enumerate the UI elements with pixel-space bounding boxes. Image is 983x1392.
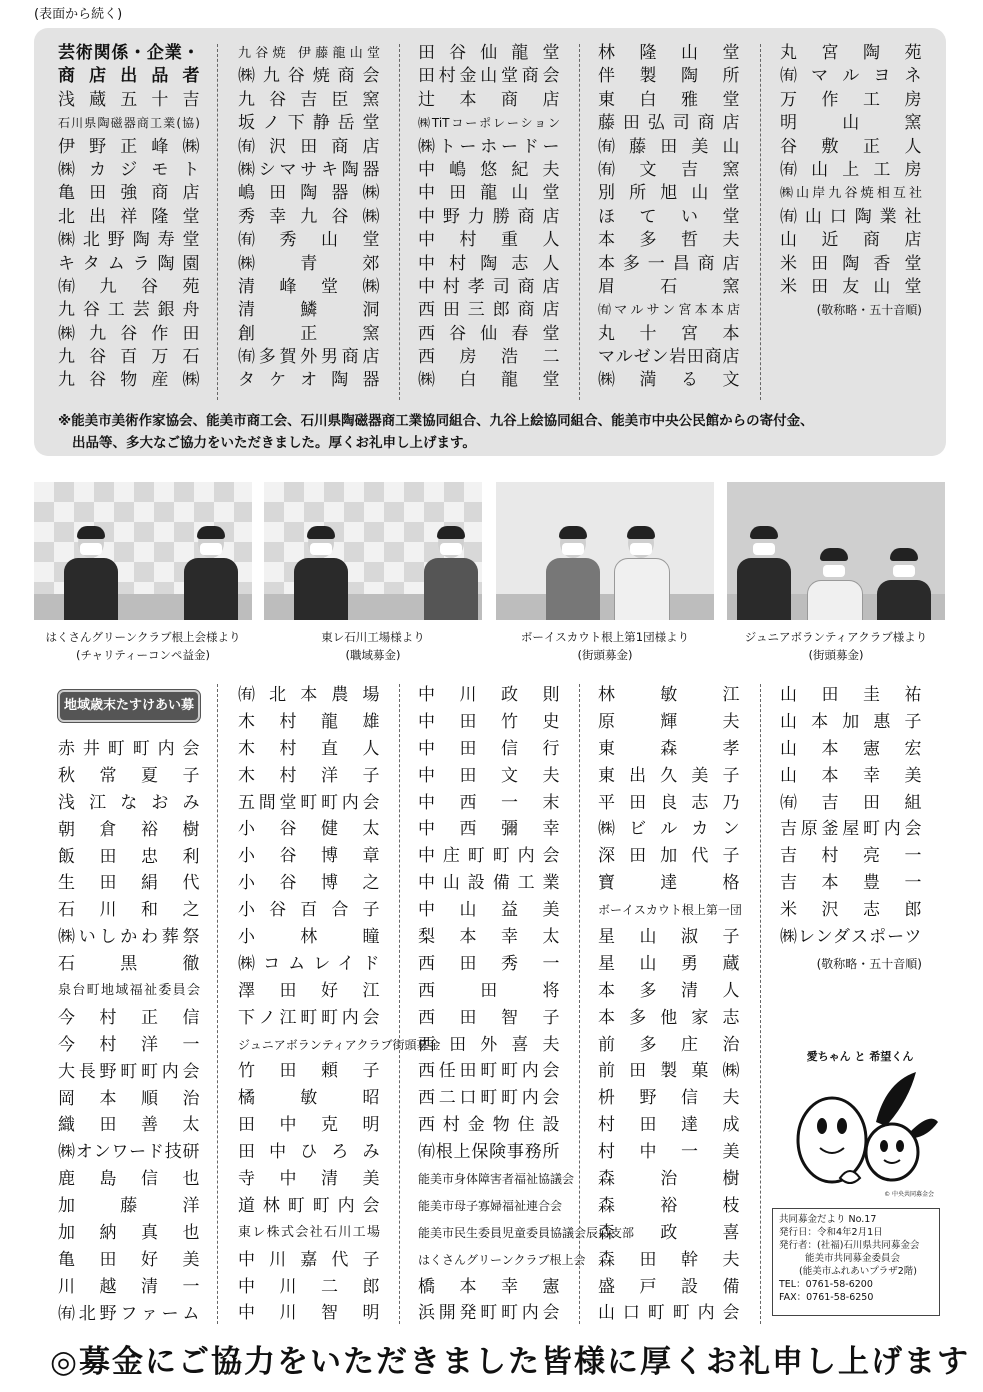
name-entry: 中田文夫 — [418, 765, 560, 786]
name-entry: 九谷焼 伊藤龍山堂 — [238, 46, 380, 61]
name-entry: ㈱北野陶寿堂 — [58, 230, 200, 251]
name-entry: 中庄町町内会 — [418, 846, 560, 867]
name-entry: 森政喜 — [598, 1222, 740, 1243]
name-entry: 星山勇蔵 — [598, 953, 740, 974]
name-entry: 石黒徹 — [58, 954, 200, 975]
bottom-column-4 — [598, 682, 740, 1327]
name-entry: 山本憲宏 — [780, 738, 922, 759]
name-entry: 丸十宮本 — [598, 323, 740, 344]
name-entry: 中嶋悠紀夫 — [418, 159, 560, 180]
name-entry: 中川智明 — [238, 1303, 380, 1324]
name-entry: ㈲山上工房 — [780, 159, 922, 180]
name-entry: 星山淑子 — [598, 927, 740, 948]
name-entry: 深田加代子 — [598, 846, 740, 867]
publication-info: 共同募金だより No.17 発行日：令和4年2月1日 発行者：(社福)石川県共同募金会 能美市共同募金委員会 (能美市ふれあいプラザ2階) TEL：0761-58-6200 FAX：0761-58-6250 — [772, 1208, 940, 1316]
acknowledgement-note — [58, 410, 928, 454]
name-entry: 石川和之 — [58, 900, 200, 921]
name-entry: 吉原釜屋町内会 — [780, 819, 922, 840]
name-entry: 中村孝司商店 — [418, 276, 560, 297]
name-entry: 秀幸九谷㈱ — [238, 206, 380, 227]
name-entry: 竹田頼子 — [238, 1061, 380, 1082]
name-entry: 山本幸美 — [780, 765, 922, 786]
name-entry: 澤田好江 — [238, 980, 380, 1001]
name-entry: 寶達格 — [598, 873, 740, 894]
name-entry: ㈲九谷苑 — [58, 276, 200, 297]
name-entry: ボーイスカウト根上第一団 — [598, 903, 742, 918]
name-entry: ㈱いしかわ葬祭 — [58, 927, 200, 948]
name-entry: 西田外喜夫 — [418, 1034, 560, 1055]
name-entry: 小谷博章 — [238, 846, 380, 867]
name-entry: 朝倉裕樹 — [58, 819, 200, 840]
name-entry: 山口町町内会 — [598, 1303, 740, 1324]
bottom-column-1 — [58, 736, 200, 1328]
top-column-2 — [238, 42, 380, 393]
name-entry: 浅江なおみ — [58, 792, 200, 813]
name-entry: 中村重人 — [418, 230, 560, 251]
divider — [579, 44, 580, 400]
name-entry: ㈱白龍堂 — [418, 370, 560, 391]
name-entry: マルゼン岩田商店 — [598, 347, 740, 368]
name-entry: ㈱満る文 — [598, 370, 740, 391]
name-entry: 浅蔵五十吉 — [58, 89, 200, 110]
name-entry: ㈱TiTコーポレーション — [418, 116, 560, 131]
name-entry: ㈲秀山堂 — [238, 230, 380, 251]
name-entry: 嶋田陶器㈱ — [238, 183, 380, 204]
name-entry: ㈱青郊 — [238, 253, 380, 274]
name-entry: 米沢志郎 — [780, 900, 922, 921]
photo-hakusan-green-club — [34, 482, 252, 620]
continuation-note: (表面から続く) — [34, 7, 123, 22]
divider — [579, 684, 580, 1324]
name-entry: 亀田強商店 — [58, 183, 200, 204]
name-entry: 下ノ江町町内会 — [238, 1007, 380, 1028]
name-entry: 織田善太 — [58, 1115, 200, 1136]
name-entry: ㈲マルヨネ — [780, 66, 922, 87]
name-entry: 中野力勝商店 — [418, 206, 560, 227]
top-column-3 — [418, 42, 560, 393]
divider — [217, 684, 218, 1324]
name-entry: 森田幹夫 — [598, 1249, 740, 1270]
name-entry: 伊野正峰㈱ — [58, 136, 200, 157]
name-entry: キタムラ陶園 — [58, 253, 200, 274]
name-entry: 明山窯 — [780, 113, 922, 134]
name-entry: 中田信行 — [418, 738, 560, 759]
name-entry: 木村洋子 — [238, 765, 380, 786]
name-entry: 本多清人 — [598, 980, 740, 1001]
name-entry: ㈱シマサキ陶器 — [238, 159, 380, 180]
name-entry: 鹿島信也 — [58, 1169, 200, 1190]
name-entry: 大長野町町内会 — [58, 1061, 200, 1082]
name-entry: 亀田好美 — [58, 1249, 200, 1270]
photo-caption-1: はくさんグリーンクラブ根上会様より (チャリティーコンペ益金) — [45, 630, 241, 662]
name-entry: 木村龍雄 — [238, 711, 380, 732]
name-entry: 林敏江 — [598, 685, 740, 705]
name-entry: 能美市身体障害者福祉協議会 — [418, 1172, 575, 1187]
name-entry: 九谷工芸銀舟 — [58, 300, 200, 321]
name-entry: 西田将 — [418, 980, 560, 1001]
name-entry: 山近商店 — [780, 230, 922, 251]
name-entry: ほてい堂 — [598, 206, 740, 227]
name-entry: 加納真也 — [58, 1223, 200, 1244]
name-entry: ㈱カジモト — [58, 159, 200, 180]
photo-boy-scout — [496, 482, 714, 620]
note-line-2: 出品等、多大なご協力をいただきました。厚くお礼申し上げます。 — [72, 435, 476, 451]
name-entry: 中西一末 — [418, 792, 560, 813]
top-column-5 — [780, 42, 922, 323]
name-entry: 橋本幸憲 — [418, 1276, 560, 1297]
name-entry: 中山設備工業 — [418, 873, 560, 894]
name-entry: (敬称略・五十音順) — [816, 956, 922, 971]
divider — [399, 44, 400, 400]
photo-toray-ishikawa — [264, 482, 482, 620]
name-entry: 寺中清美 — [238, 1169, 380, 1190]
name-entry: 東白雅堂 — [598, 89, 740, 110]
divider — [760, 684, 761, 1324]
bottom-column-2 — [238, 682, 441, 1327]
name-entry: 森裕枝 — [598, 1195, 740, 1216]
name-entry: ㈲北本農場 — [238, 685, 380, 705]
name-entry: 小林瞳 — [238, 927, 380, 948]
name-entry: 米田陶香堂 — [780, 253, 922, 274]
name-entry: 村田達成 — [598, 1115, 740, 1136]
name-entry: 吉村亮一 — [780, 846, 922, 867]
name-entry: 山本加惠子 — [780, 711, 922, 732]
name-entry: 商店出品者 — [58, 66, 200, 87]
divider — [760, 44, 761, 400]
name-entry: 平田良志乃 — [598, 792, 740, 813]
name-entry: 小谷博之 — [238, 873, 380, 894]
bottom-column-3 — [418, 682, 635, 1327]
section-badge: 地域歳末たすけあい募金 — [58, 690, 200, 722]
name-entry: ㈲文吉窯 — [598, 159, 740, 180]
name-entry: 九谷百万石 — [58, 347, 200, 368]
name-entry: 米田友山堂 — [780, 276, 922, 297]
name-entry: ㈲北野ファーム — [58, 1303, 200, 1324]
name-entry: 別所旭山堂 — [598, 183, 740, 204]
name-entry: 清鱗洞 — [238, 300, 380, 321]
name-entry: ㈲藤田美山 — [598, 136, 740, 157]
name-entry: ㈱九谷焼商会 — [238, 66, 380, 87]
name-entry: 梨本幸太 — [418, 927, 560, 948]
name-entry: 前多庄治 — [598, 1034, 740, 1055]
name-entry: ㈱九谷作田 — [58, 323, 200, 344]
name-entry: 伴製陶所 — [598, 66, 740, 87]
name-entry: 道林町町内会 — [238, 1195, 380, 1216]
name-entry: ㈱コムレイド — [238, 953, 380, 974]
photo-caption-4: ジュニアボランティアクラブ様より (街頭募金) — [744, 630, 928, 662]
name-entry: 秋常夏子 — [58, 765, 200, 786]
name-entry: 川越清一 — [58, 1276, 200, 1297]
name-entry: 吉本豊一 — [780, 873, 922, 894]
mascot-drawing — [780, 1062, 940, 1192]
name-entry: 中田竹史 — [418, 711, 560, 732]
name-entry: 前田製菓㈱ — [598, 1061, 740, 1082]
name-entry: タケオ陶器 — [238, 370, 380, 391]
name-entry: 谷敷正人 — [780, 136, 922, 157]
name-entry: 今村洋一 — [58, 1034, 200, 1055]
name-entry: 石川県陶磁器商工業(協) — [58, 116, 200, 131]
name-entry: 創正窯 — [238, 323, 380, 344]
name-entry: 浜開発町町内会 — [418, 1303, 560, 1324]
name-entry: 西村金物住設 — [418, 1115, 560, 1136]
name-entry: 清峰堂㈱ — [238, 276, 380, 297]
bottom-column-5 — [780, 682, 922, 978]
name-entry: 橘敏昭 — [238, 1088, 380, 1109]
name-entry: 中川嘉代子 — [238, 1249, 380, 1270]
name-entry: ㈱山岸九谷焼相互社 — [780, 186, 922, 202]
name-entry: ㈲根上保険事務所 — [418, 1142, 560, 1163]
name-entry: 藤田弘司商店 — [598, 113, 740, 134]
name-entry: 芸術関係・企業・ — [58, 43, 200, 63]
name-entry: 西谷仙春堂 — [418, 323, 560, 344]
divider — [399, 684, 400, 1324]
name-entry: はくさんグリーンクラブ根上会 — [418, 1252, 586, 1267]
name-entry: (敬称略・五十音順) — [816, 303, 922, 318]
note-line-1: ※能美市美術作家協会、能美市商工会、石川県陶磁器商工業協同組合、九谷上絵協同組合、能美市中央公民館からの寄付金、 — [58, 413, 814, 429]
name-entry: 五間堂町町内会 — [238, 792, 380, 813]
top-column-4 — [598, 42, 740, 393]
name-entry: ㈲吉田組 — [780, 792, 922, 813]
name-entry: 小谷健太 — [238, 819, 380, 840]
name-entry: 本多他家志 — [598, 1007, 740, 1028]
name-entry: 西二口町町内会 — [418, 1088, 560, 1109]
name-entry: 西田智子 — [418, 1007, 560, 1028]
name-entry: 中西彌幸 — [418, 819, 560, 840]
name-entry: 東レ株式会社石川工場 — [238, 1224, 380, 1240]
name-entry: 西田三郎商店 — [418, 300, 560, 321]
name-entry: 中川二郎 — [238, 1276, 380, 1297]
closing-message: ◎募金にご協力をいただきました皆様に厚くお礼申し上げます — [50, 1344, 971, 1380]
name-entry: 田中ひろみ — [238, 1142, 380, 1163]
name-entry: 田村金山堂商会 — [418, 66, 560, 87]
name-entry: 本多一昌商店 — [598, 253, 740, 274]
mascot-title: 愛ちゃん と 希望くん — [806, 1050, 914, 1063]
top-column-1 — [58, 42, 200, 393]
name-entry: 中山益美 — [418, 900, 560, 921]
name-entry: 北出祥隆堂 — [58, 206, 200, 227]
name-entry: ㈱ビルカン — [598, 819, 740, 840]
divider — [217, 44, 218, 400]
name-entry: 木村直人 — [238, 738, 380, 759]
name-entry: ㈱トーホードー — [418, 136, 560, 157]
name-entry: 原輝夫 — [598, 711, 740, 732]
name-entry: 西房浩二 — [418, 347, 560, 368]
name-entry: ㈲山口陶業社 — [780, 206, 922, 227]
name-entry: 今村正信 — [58, 1007, 200, 1028]
mascot-illustration — [780, 1048, 940, 1198]
name-entry: 枡野信夫 — [598, 1088, 740, 1109]
name-entry: 西田秀一 — [418, 953, 560, 974]
name-entry: 田中克明 — [238, 1115, 380, 1136]
name-entry: ㈲沢田商店 — [238, 136, 380, 157]
name-entry: 東森孝 — [598, 738, 740, 759]
name-entry: 九谷物産㈱ — [58, 370, 200, 391]
name-entry: 中川政則 — [418, 685, 560, 705]
name-entry: ㈲マルサン宮本本店 — [598, 303, 740, 319]
name-entry: 中田龍山堂 — [418, 183, 560, 204]
name-entry: 能美市民生委員児童委員協議会辰口支部 — [418, 1225, 635, 1240]
name-entry: 山田圭祐 — [780, 685, 922, 705]
name-entry: 坂ノ下静岳堂 — [238, 113, 380, 134]
name-entry: 眉石窯 — [598, 276, 740, 297]
photo-junior-volunteer — [727, 482, 945, 620]
photo-caption-2: 東レ石川工場様より (職域募金) — [321, 630, 425, 662]
mascot-copyright: © 中央共同募金会 — [884, 1191, 934, 1198]
name-entry: 辻本商店 — [418, 89, 560, 110]
name-entry: 九谷吉臣窯 — [238, 89, 380, 110]
name-entry: 東出久美子 — [598, 765, 740, 786]
name-entry: 小谷百合子 — [238, 900, 380, 921]
name-entry: 本多哲夫 — [598, 230, 740, 251]
name-entry: 森治樹 — [598, 1169, 740, 1190]
name-entry: 加藤洋 — [58, 1196, 200, 1217]
name-entry: 丸宮陶苑 — [780, 43, 922, 63]
name-entry: 生田絹代 — [58, 873, 200, 894]
name-entry: 赤井町町内会 — [58, 739, 200, 759]
name-entry: ㈱オンワード技研 — [58, 1142, 200, 1163]
name-entry: ㈲多賀外男商店 — [238, 347, 380, 368]
name-entry: 岡本順治 — [58, 1088, 200, 1109]
name-entry: 中村陶志人 — [418, 253, 560, 274]
name-entry: 泉台町地域福祉委員会 — [58, 983, 200, 999]
name-entry: 田谷仙龍堂 — [418, 43, 560, 63]
name-entry: 能美市母子寡婦福祉連合会 — [418, 1198, 563, 1213]
name-entry: 万作工房 — [780, 89, 922, 110]
name-entry: 飯田忠利 — [58, 846, 200, 867]
name-entry: 盛戸設備 — [598, 1276, 740, 1297]
photo-caption-3: ボーイスカウト根上第1団様より (街頭募金) — [520, 630, 690, 662]
name-entry: 村中一美 — [598, 1142, 740, 1163]
name-entry: 林隆山堂 — [598, 43, 740, 63]
name-entry: ジュニアボランティアクラブ街頭募金 — [238, 1037, 441, 1052]
name-entry: ㈱レンダスポーツ — [780, 927, 922, 948]
name-entry: 西任田町町内会 — [418, 1061, 560, 1082]
